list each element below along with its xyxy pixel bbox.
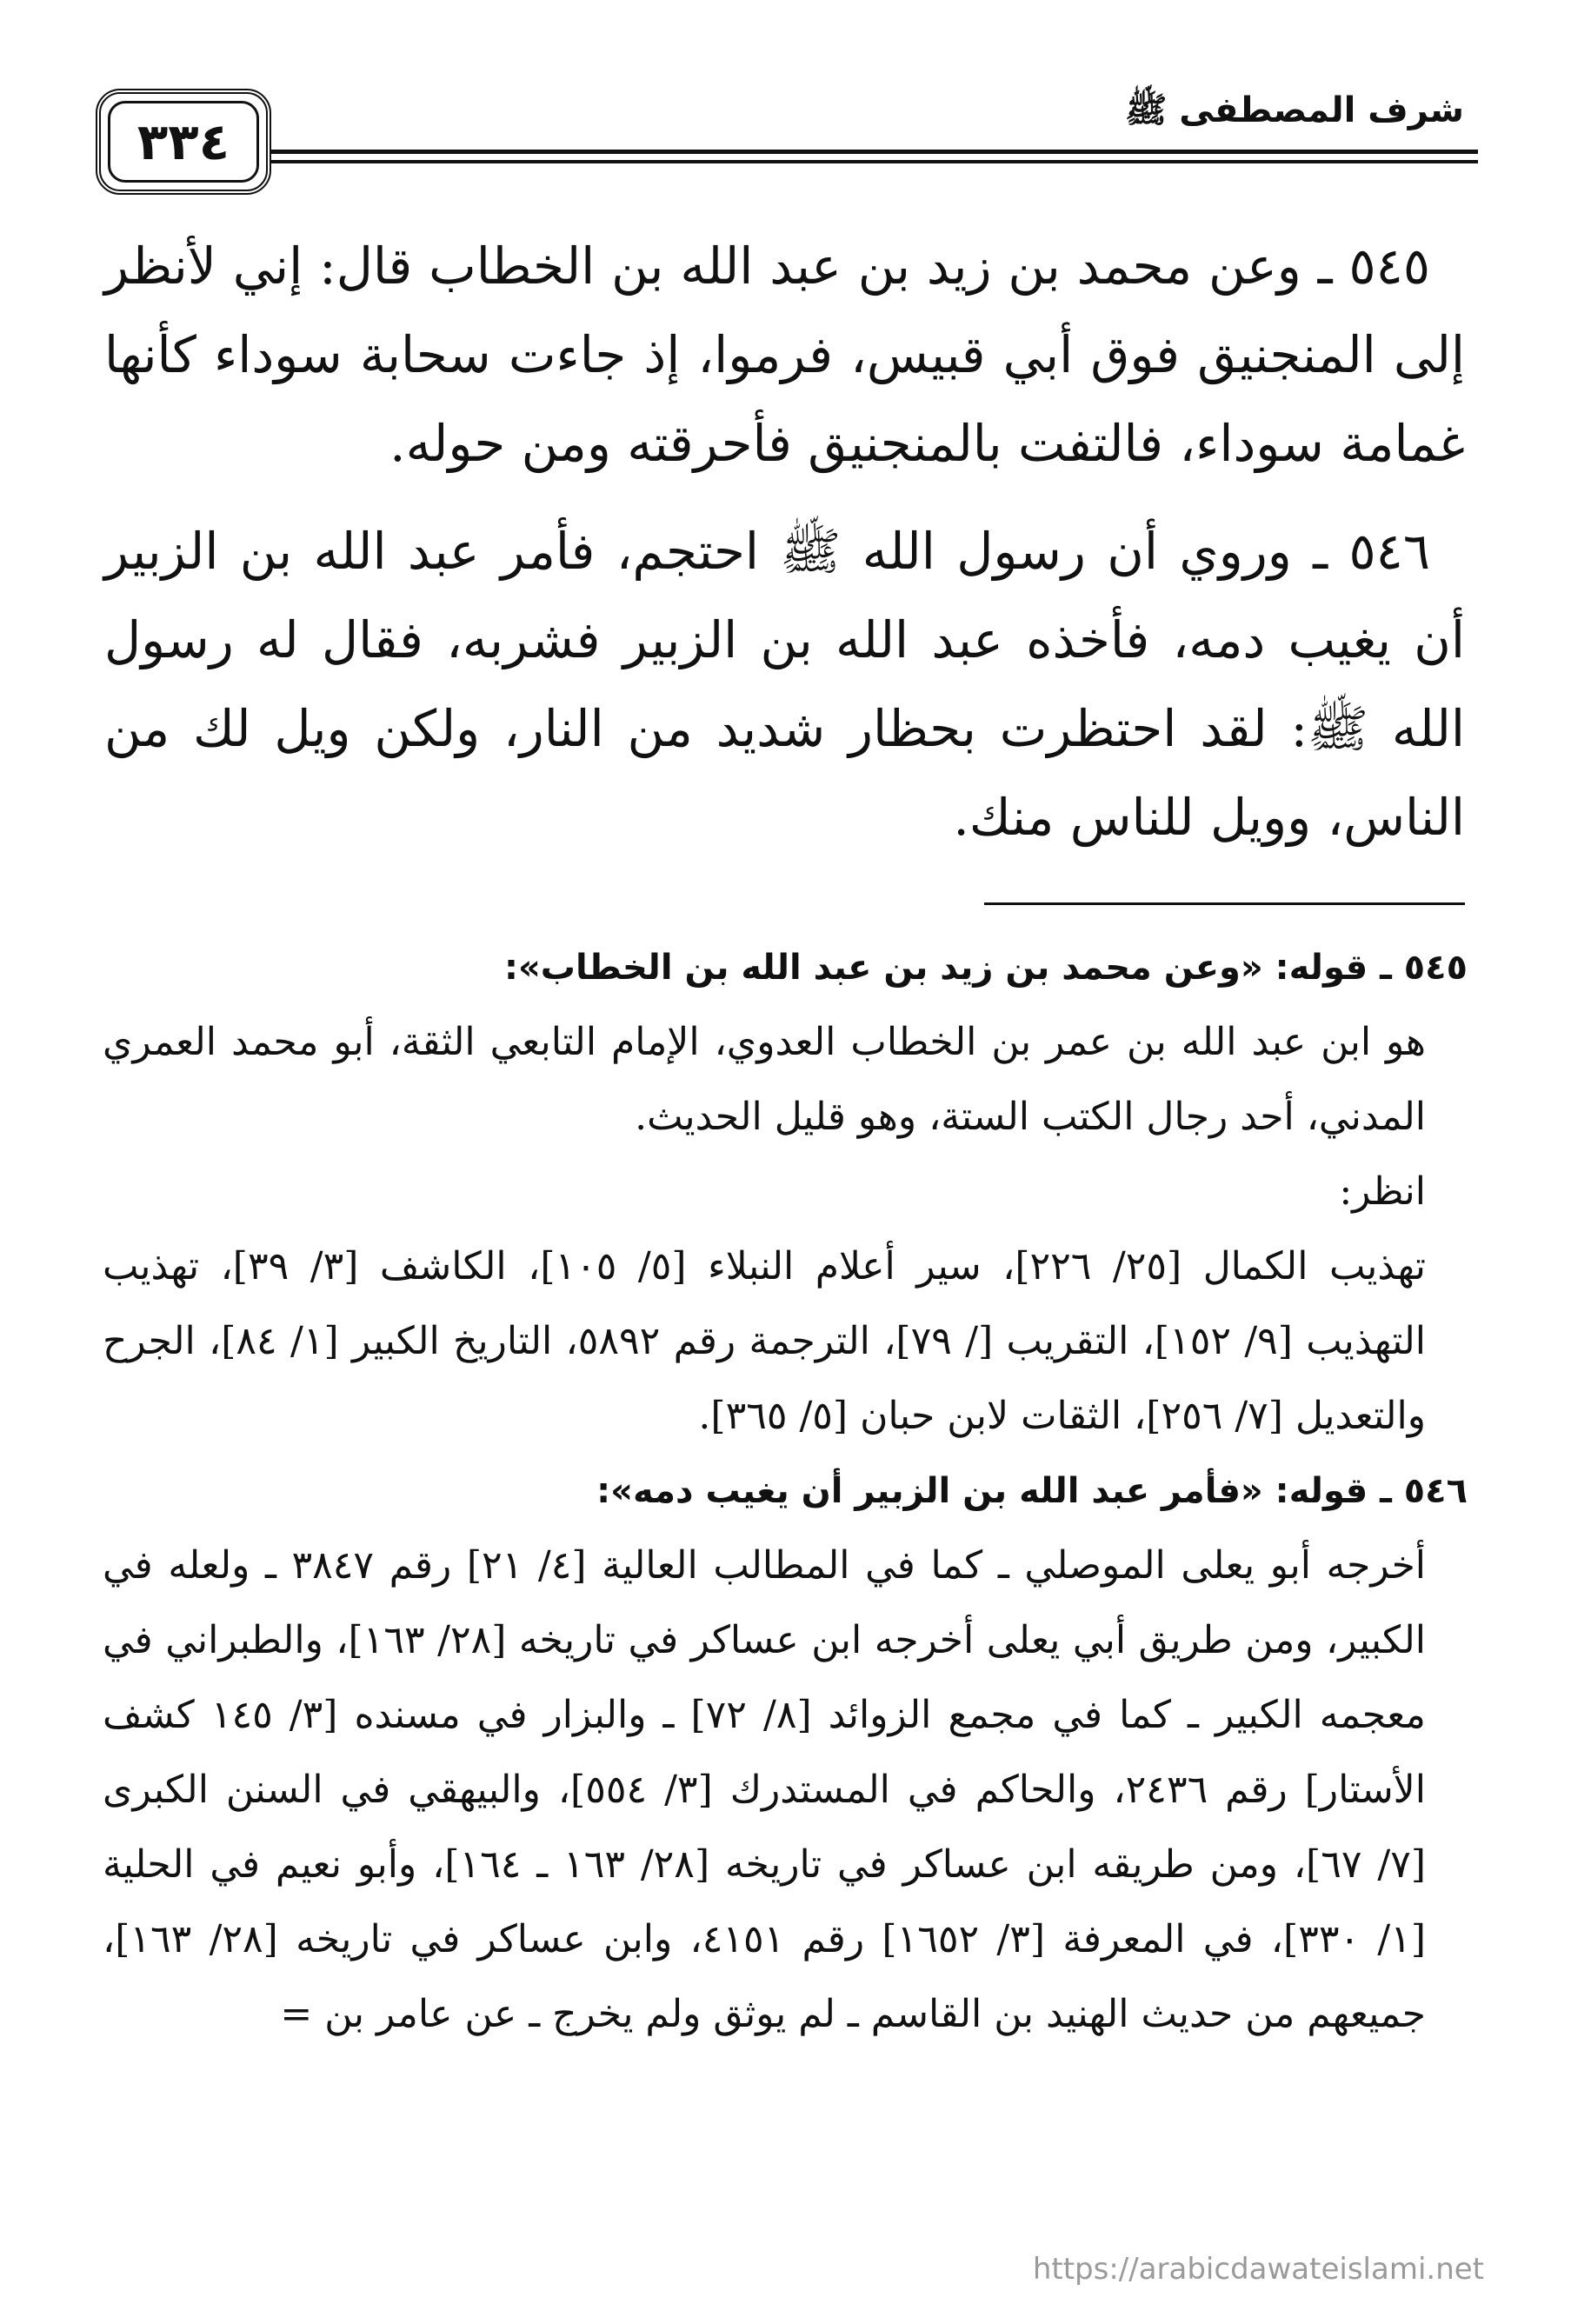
footnote-546 — [103, 1454, 1468, 2052]
footnote-heading: ٥٤٦ ـ قوله: «فأمر عبد الله بن الزبير أن يغيب دمه»: — [596, 1471, 1468, 1511]
main-text — [104, 222, 1465, 881]
footnote-heading: ٥٤٥ ـ قوله: «وعن محمد بن زيد بن عبد الله بن الخطاب»: — [503, 948, 1468, 988]
footnote-line: تهذيب الكمال [٢٥/ ٢٢٦]، سير أعلام النبلاء [٥/ ١٠٥]، الكاشف [٣/ ٣٩]، تهذيب التهذيب [٩/ ١٥٢]، التقريب [/ ٧٩]، الترجمة رقم ٥٨٩٢، التاريخ الكبير [١/ ٨٤]، الجرح والتعديل [٧/ ٢٥٦]، الثقات لابن حبان [٥/ ٣٦٥]. — [103, 1244, 1427, 1438]
watermark-url: https://arabicdawateislami.net — [1032, 2252, 1484, 2287]
footnotes — [103, 930, 1468, 2052]
footnote-line: هو ابن عبد الله بن عمر بن الخطاب العدوي، الإمام التابعي الثقة، أبو محمد العمري المدني، أحد رجال الكتب الستة، وهو قليل الحديث. — [103, 1020, 1426, 1139]
footnote-body — [103, 1528, 1426, 2052]
footnote-545 — [103, 930, 1468, 1454]
footnote-line: انظر: — [1339, 1169, 1426, 1214]
footnote-body — [103, 1005, 1426, 1454]
page-number: ٣٣٤ — [136, 112, 230, 171]
paragraph-546: ٥٤٦ ـ وروي أن رسول الله ﷺ احتجم، فأمر عبد الله بن الزبير أن يغيب دمه، فأخذه عبد الله بن الزبير فشربه، فقال له رسول الله ﷺ: لقد احتظرت بحظار شديد من النار، ولكن ويل لك من الناس، وويل للناس منك. — [104, 522, 1465, 847]
header-rule-secondary — [96, 160, 1478, 163]
footnote-separator — [984, 902, 1465, 905]
page-header — [96, 87, 1478, 191]
paragraph-545: ٥٤٥ ـ وعن محمد بن زيد بن عبد الله بن الخطاب قال: إني لأنظر إلى المنجنيق فوق أبي قبيس، فرموا، إذ جاءت سحابة سوداء كأنها غمامة سوداء، فالتفت بالمنجنيق فأحرقته ومن حوله. — [104, 236, 1465, 473]
header-rule — [96, 150, 1478, 154]
page-number-frame-inner — [108, 101, 259, 183]
running-title: شرف المصطفى ﷺ — [1120, 89, 1469, 139]
footnote-line: أخرجه أبو يعلى الموصلي ـ كما في المطالب العالية [٤/ ٢١] رقم ٣٨٤٧ ـ ولعله في الكبير، ومن طريق أبي يعلى أخرجه ابن عساكر في تاريخه [٢٨/ ١٦٣]، والطبراني في معجمه الكبير ـ كما في مجمع الزوائد [٨/ ٧٢] ـ والبزار في مسنده [٣/ ١٤٥ كشف الأستار] رقم ٢٤٣٦، والحاكم في المستدرك [٣/ ٥٥٤]، والبيهقي في السنن الكبرى [٧/ ٦٧]، ومن طريقه ابن عساكر في تاريخه [٢٨/ ١٦٣ ـ ١٦٤]، وأبو نعيم في الحلية [١/ ٣٣٠]، في المعرفة [٣/ ١٦٥٢] رقم ٤١٥١، وابن عساكر في تاريخه [٢٨/ ١٦٣]، جميعهم من حديث الهنيد بن القاسم ـ لم يوثق ولم يخرج ـ عن عامر بن = — [103, 1543, 1427, 2036]
page-number-frame — [96, 89, 271, 195]
